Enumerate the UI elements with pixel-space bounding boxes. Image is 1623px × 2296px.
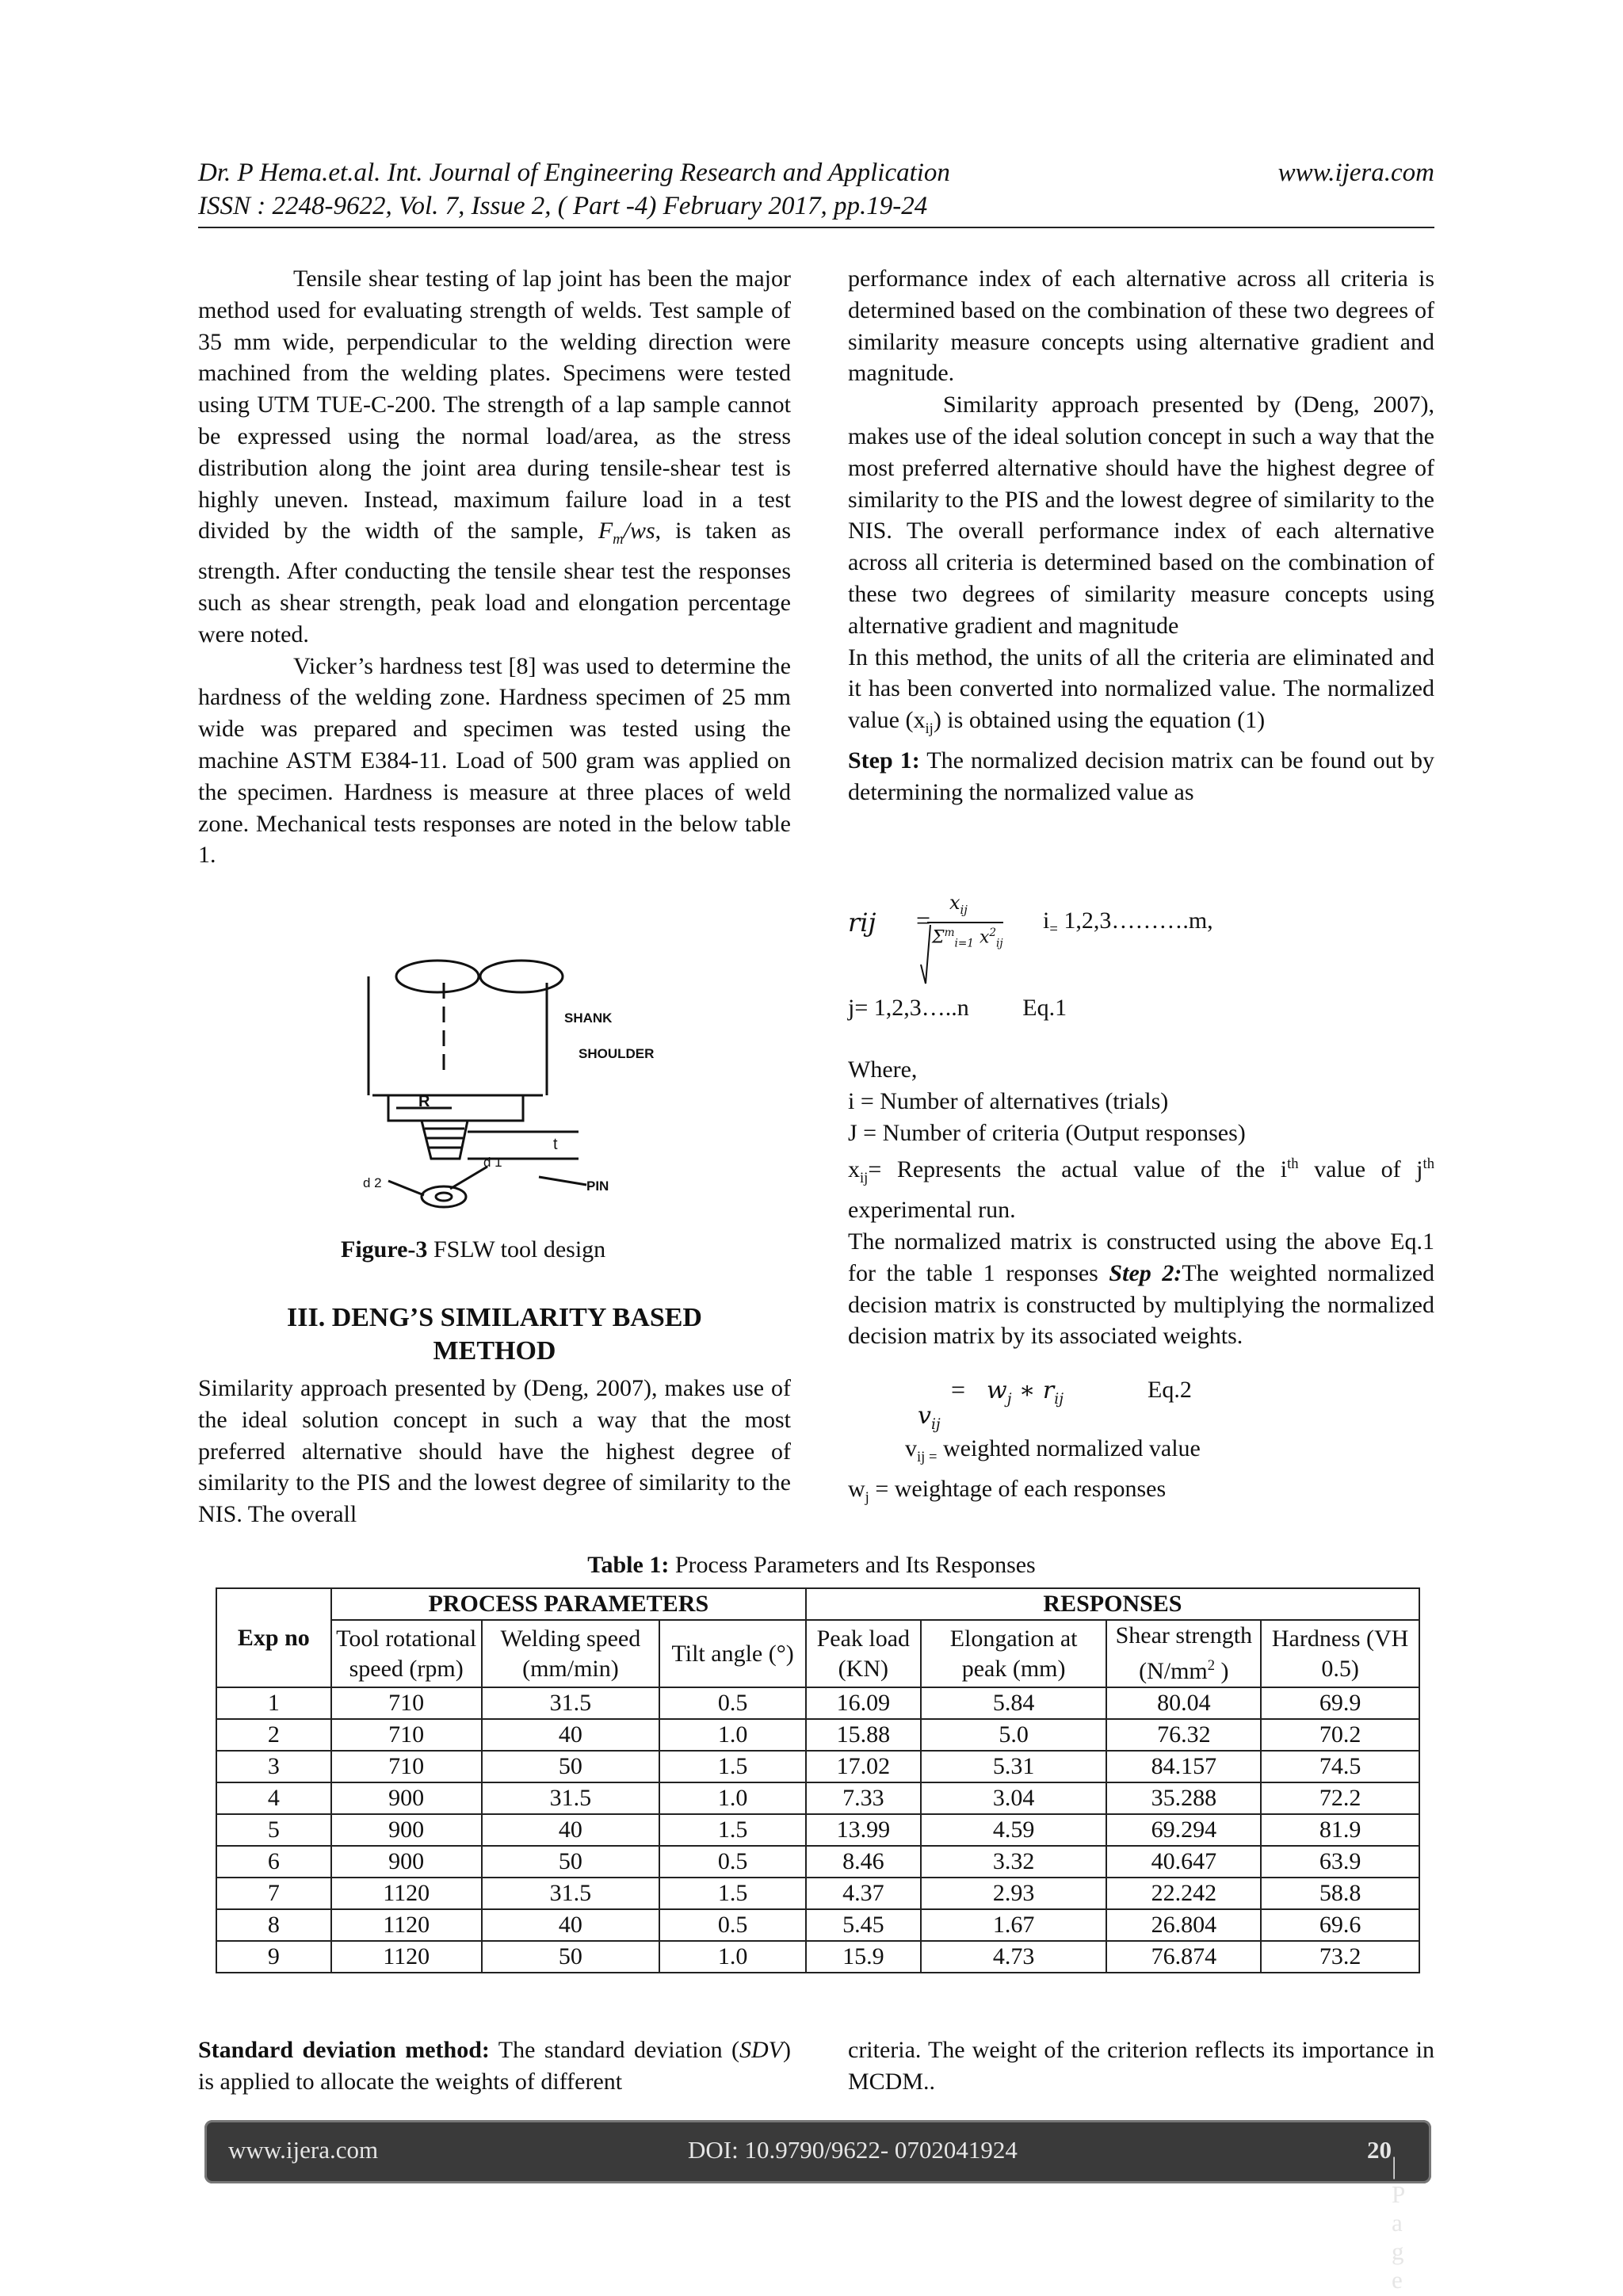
similarity-paragraph-right: Similarity approach presented by (Deng, 2007), makes use of the ideal solution concept in such a way that the most preferred alternative should have the highest degree of similarity to the PIS and the lowest degree of similarity to the NIS. The overall performance index of each alternative across all criteria is determined based on the combination of these two degrees of similarity measure concepts using alternative gradient and magnitude xyxy=(848,392,1434,639)
table-cell: 80.04 xyxy=(1106,1687,1261,1719)
shank-top xyxy=(396,961,479,992)
table-row xyxy=(216,1814,1419,1846)
table-cell: 1.0 xyxy=(659,1782,806,1814)
figure-caption: Figure-3 FSLW tool design xyxy=(341,1236,606,1263)
table-cell: 76.32 xyxy=(1106,1719,1261,1751)
page-footer xyxy=(204,2120,1431,2294)
header-website: www.ijera.com xyxy=(1277,159,1434,187)
table-cell: 69.9 xyxy=(1261,1687,1419,1719)
table-cell: 1.67 xyxy=(921,1909,1107,1941)
table-cell: 40 xyxy=(482,1909,660,1941)
similarity-paragraph-left: Similarity approach presented by (Deng, 2007), makes use of the ideal solution concept in such a way that the most preferred alternative should have the highest degree of similarity to the PIS and the lowest degree of similarity to the NIS. The overall xyxy=(198,1375,791,1528)
table-cell: 63.9 xyxy=(1261,1846,1419,1878)
col-hardness: Hardness (VH 0.5) xyxy=(1261,1620,1419,1687)
footer-doi: DOI: 10.9790/9622- 0702041924 xyxy=(688,2136,1018,2164)
table-cell: 3.32 xyxy=(921,1846,1107,1878)
pin-leader xyxy=(539,1177,586,1185)
performance-paragraph: performance index of each alternative across all criteria is determined based on the combination of these two degrees of similarity measure concepts using alternative gradient and magnitude. xyxy=(848,266,1434,387)
table-cell: 7 xyxy=(216,1878,331,1909)
table-cell: 5.84 xyxy=(921,1687,1107,1719)
table-row xyxy=(216,1941,1419,1973)
table-cell: 1.0 xyxy=(659,1719,806,1751)
footer-page: 20 | P a g e xyxy=(1367,2136,1405,2294)
table-cell: 4 xyxy=(216,1782,331,1814)
table-cell: 26.804 xyxy=(1106,1909,1261,1941)
table-cell: 710 xyxy=(331,1751,482,1782)
shoulder-label: SHOULDER xyxy=(579,1046,655,1061)
shank-label: SHANK xyxy=(564,1010,613,1026)
table-cell: 0.5 xyxy=(659,1846,806,1878)
table-cell: 1120 xyxy=(331,1941,482,1973)
d2-label: d 2 xyxy=(363,1175,382,1190)
table-cell: 81.9 xyxy=(1261,1814,1419,1846)
table-body xyxy=(216,1687,1419,1973)
d1-leader xyxy=(450,1167,487,1189)
table-cell: 8.46 xyxy=(806,1846,921,1878)
table-caption: Table 1: Process Parameters and Its Responses xyxy=(587,1552,1036,1578)
table-cell: 40.647 xyxy=(1106,1846,1261,1878)
left-column xyxy=(198,263,791,871)
col-tool-rotational-speed: Tool rotational speed (rpm) xyxy=(331,1620,482,1687)
equation-2: = $w_j$ ∗ $r_{ij}$ Eq.2 $v_{ij}$ xyxy=(918,1375,1192,1433)
table-cell: 710 xyxy=(331,1687,482,1719)
table-cell: 58.8 xyxy=(1261,1878,1419,1909)
hardness-paragraph: Vicker’s hardness test [8] was used to determine the hardness of the welding zone. Hardness specimen of 25 mm wide was prepared and specimen was tested using the machine ASTM E384-11. Load of 500 gram was applied on the specimen. Hardness is measure at three places of weld zone. Mechanical tests responses are noted in the below table 1. xyxy=(198,652,791,869)
table-cell: 50 xyxy=(482,1846,660,1878)
table-cell: 3.04 xyxy=(921,1782,1107,1814)
table-cell: 1120 xyxy=(331,1878,482,1909)
table-cell: 40 xyxy=(482,1814,660,1846)
table-cell: 0.5 xyxy=(659,1687,806,1719)
col-tilt-angle: Tilt angle (°) xyxy=(659,1620,806,1687)
fslw-tool-figure xyxy=(349,959,682,1228)
table-group-header xyxy=(216,1588,1419,1620)
weight-definitions: $v_{ij =}$ weighted normalized value $w_j$ = weightage of each responses xyxy=(848,1435,1201,1506)
table-cell: 50 xyxy=(482,1751,660,1782)
table-row xyxy=(216,1909,1419,1941)
table-row xyxy=(216,1751,1419,1782)
table-cell: 35.288 xyxy=(1106,1782,1261,1814)
tensile-paragraph: Tensile shear testing of lap joint has been the major method used for evaluating strength of welds. Test sample of 35 mm wide, perpendicular to the welding direction were machined from the welding plates. Specimens were tested using UTM TUE-C-200. The strength of a lap sample cannot be expressed using the normal load/area, as the stress distribution along the joint area during tensile-shear test is highly uneven. Instead, maximum failure load in a test divided by the width of the sample, $F_m/ws$, is taken as strength. After conducting the tensile shear test the responses such as shear strength, peak load and elongation percentage were noted. xyxy=(198,266,791,648)
d2-leader xyxy=(388,1181,424,1195)
table-cell: 31.5 xyxy=(482,1782,660,1814)
table-cell: 8 xyxy=(216,1909,331,1941)
footer-website: www.ijera.com xyxy=(228,2136,379,2164)
table-row xyxy=(216,1846,1419,1878)
table-cell: 50 xyxy=(482,1941,660,1973)
table-cell: 1120 xyxy=(331,1909,482,1941)
section-heading: III. DENG’S SIMILARITY BASED METHOD xyxy=(287,1303,702,1366)
journal-title: Dr. P Hema.et.al. Int. Journal of Engineering Research and Application xyxy=(198,159,950,187)
table-cell: 4.37 xyxy=(806,1878,921,1909)
table-cell: 1.0 xyxy=(659,1941,806,1973)
table-cell: 16.09 xyxy=(806,1687,921,1719)
step1-paragraph: Step 1: The normalized decision matrix can be found out by determining the normalized value as xyxy=(848,747,1434,805)
table-cell: 69.294 xyxy=(1106,1814,1261,1846)
table-cell: 5.45 xyxy=(806,1909,921,1941)
table-cell: 31.5 xyxy=(482,1878,660,1909)
table-cell: 7.33 xyxy=(806,1782,921,1814)
r-label: R xyxy=(418,1093,430,1110)
table-cell: 17.02 xyxy=(806,1751,921,1782)
table-cell: 40 xyxy=(482,1719,660,1751)
right-column-top xyxy=(848,263,1434,808)
table-cell: 69.6 xyxy=(1261,1909,1419,1941)
table-cell: 74.5 xyxy=(1261,1751,1419,1782)
col-elongation: Elongation at peak (mm) xyxy=(921,1620,1107,1687)
table-cell: 5.31 xyxy=(921,1751,1107,1782)
table-cell: 900 xyxy=(331,1782,482,1814)
table-cell: 73.2 xyxy=(1261,1941,1419,1973)
header-rule xyxy=(198,227,1434,228)
pin-bottom xyxy=(422,1186,466,1207)
normalization-paragraph: In this method, the units of all the criteria are eliminated and it has been converted into normalized value. The normalized value $(x_{ij})$ is obtained using the equation (1) xyxy=(848,644,1434,738)
d1-label: d 1 xyxy=(483,1155,502,1170)
table-cell: 2.93 xyxy=(921,1878,1107,1909)
table-cell: 9 xyxy=(216,1941,331,1973)
table-cell: 4.73 xyxy=(921,1941,1107,1973)
equation-1: rij = $x_{ij}$ $\Sigma^m_{i=1}$ $x^2_{ij}$ $i_=$ 1,2,3……….m, xyxy=(848,900,1434,995)
table-row xyxy=(216,1719,1419,1751)
col-peak-load: Peak load (KN) xyxy=(806,1620,921,1687)
pin xyxy=(422,1121,468,1159)
table-cell: 5 xyxy=(216,1814,331,1846)
table-column-header xyxy=(216,1620,1419,1687)
table-cell: 5.0 xyxy=(921,1719,1107,1751)
criteria-weight-paragraph: criteria. The weight of the criterion reflects its importance in MCDM.. xyxy=(848,2037,1434,2095)
issue-line: ISSN : 2248-9622, Vol. 7, Issue 2, ( Part -4) February 2017, pp.19-24 xyxy=(198,192,928,220)
table-row xyxy=(216,1687,1419,1719)
t-label: t xyxy=(553,1136,558,1153)
table-cell: 22.242 xyxy=(1106,1878,1261,1909)
table-cell: 900 xyxy=(331,1846,482,1878)
table-row xyxy=(216,1782,1419,1814)
group-process-parameters: PROCESS PARAMETERS xyxy=(331,1588,806,1620)
table-cell: 70.2 xyxy=(1261,1719,1419,1751)
table-cell: 0.5 xyxy=(659,1909,806,1941)
eq1-label: Eq.1 xyxy=(1022,995,1067,1021)
table-cell: 15.9 xyxy=(806,1941,921,1973)
table-row xyxy=(216,1878,1419,1909)
table-cell: 1.5 xyxy=(659,1751,806,1782)
shank-top-right xyxy=(480,961,563,992)
sd-method-paragraph: Standard deviation method: The standard deviation (SDV) is applied to allocate the weights of different xyxy=(198,2037,792,2095)
table-cell: 1 xyxy=(216,1687,331,1719)
table-cell: 900 xyxy=(331,1814,482,1846)
eq2-label: Eq.2 xyxy=(1148,1377,1192,1403)
process-parameters-table xyxy=(216,1587,1420,1973)
table-cell: 84.157 xyxy=(1106,1751,1261,1782)
running-header xyxy=(198,157,1434,189)
table-cell: 1.5 xyxy=(659,1814,806,1846)
col-shear-strength: Shear strength ($N/mm^2$ ) xyxy=(1106,1620,1261,1687)
table-cell: 31.5 xyxy=(482,1687,660,1719)
table-cell: 710 xyxy=(331,1719,482,1751)
table-cell: 3 xyxy=(216,1751,331,1782)
table-cell: 1.5 xyxy=(659,1878,806,1909)
table-cell: 13.99 xyxy=(806,1814,921,1846)
equation-1-range: j= 1,2,3…..n Eq.1 xyxy=(848,995,1067,1021)
definitions: Where, i = Number of alternatives (trials) J = Number of criteria (Output responses) $x_{ij}=$ Represents the actual value of the $i^{th}$ value of $j^{th}$ experimental run. The normalized matrix is constructed using the above Eq.1 for the table 1 responses Step 2:The weighted normalized decision matrix is constructed by multiplying the normalized decision matrix by its associated weights. xyxy=(848,1056,1435,1350)
table-cell: 76.874 xyxy=(1106,1941,1261,1973)
col-exp-no: Exp no xyxy=(216,1588,331,1687)
table-cell: 4.59 xyxy=(921,1814,1107,1846)
table-cell: 6 xyxy=(216,1846,331,1878)
pin-label: PIN xyxy=(586,1179,609,1194)
table-cell: 2 xyxy=(216,1719,331,1751)
group-responses: RESPONSES xyxy=(806,1588,1419,1620)
table-cell: 15.88 xyxy=(806,1719,921,1751)
col-welding-speed: Welding speed (mm/min) xyxy=(482,1620,660,1687)
table-cell: 72.2 xyxy=(1261,1782,1419,1814)
